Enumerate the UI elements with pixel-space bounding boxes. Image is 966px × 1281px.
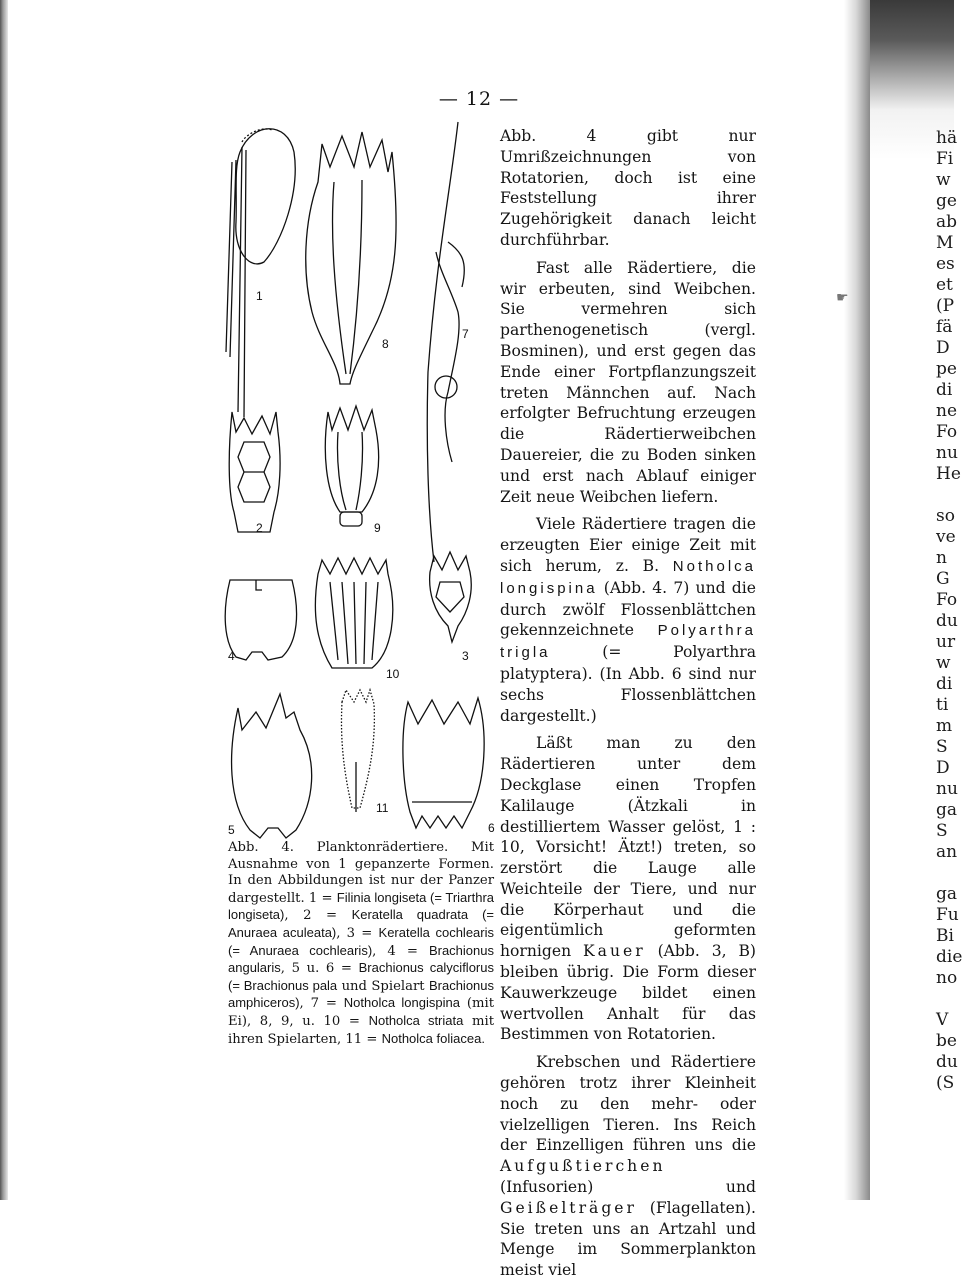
facing-page-fragment: n [936,548,947,568]
rotifer-3-cochlearis-drawing [430,552,472,642]
facing-page-fragment: Bi [936,926,954,946]
rotifer-figure [222,112,498,842]
figure-label-6: 6 [488,821,495,835]
facing-page-fragment: be [936,1031,957,1051]
caption-species-6: Brachionus amphiceros) [228,977,495,1011]
facing-page-fragment: ne [936,401,958,421]
caption-separator: , 7 = [299,996,344,1012]
figure-label-8: 8 [382,337,389,351]
facing-page-fragment: Fi [936,149,954,169]
paragraph-5-text: Krebschen und Rädertiere gehören trotz ihrer Kleinheit noch zu den mehr- oder vielzelligen Tieren. Ins Reich der Einzelligen führen uns die [500,1053,756,1155]
figure-label-1: 1 [256,289,263,303]
paragraph-5-text: (Infusorien) und [500,1178,756,1197]
caption-text: Mit Ausnahme von 1 gepanzerte Formen. In den Abbildungen ist nur der Panzer dargestellt. 1 = [228,840,494,906]
paragraph-3-text: (= Polyarthra platyptera). (In Abb. 6 sind nur sechs Flossenblättchen dargestellt.) [500,643,756,725]
caption-species-5: Brachionus calyciflorus (= Brachionus pala [228,960,494,993]
caption-separator: , 3 = [336,925,379,941]
facing-page [870,0,963,1200]
facing-page-fragment: Fu [936,905,959,925]
facing-page-fragment: di [936,674,953,694]
figure-label-4: 4 [228,649,235,663]
facing-page-fragment: nu [936,779,958,799]
facing-page-fragment: hä [936,128,958,148]
facing-page-fragment: (P [936,296,955,316]
paragraph-2: Fast alle Rädertiere, die wir erbeuten, sind Weibchen. Sie vermehren sich parthenogenetisch (vergl. Bosminen), und erst gegen das Ende einer Fortpflanzungszeit treten Männchen auf. Nach erfolgter Befruchtung erzeugen die Rädertierweibchen Dauereier, die zu Boden sinken und erst nach Ablauf einiger Zeit neue Weibchen liefern. [500,258,756,506]
paragraph-5 [500,1052,756,1281]
facing-page-fragment: so [936,506,955,526]
facing-page-fragment: S [936,821,948,841]
caption-species-9: Notholca foliacea. [381,1030,485,1046]
page-edge-shadow [844,0,870,1200]
facing-page-fragment: Fo [936,422,958,442]
body-text-column [500,126,756,1281]
facing-page-fragment: fä [936,317,953,337]
paragraph-3 [500,514,756,726]
rotifer-11-foliacea-drawing [341,690,374,812]
caption-species-1: Filinia longiseta (= Triarthra longiseta) [228,889,495,923]
facing-page-fragment: du [936,611,958,631]
rotifer-6-amphiceros-drawing [403,698,484,828]
facing-page-fragment: no [936,968,958,988]
paragraph-4 [500,733,756,1045]
species-name: Polyarthra trigla [500,622,756,662]
paragraph-4-text: (Abb. 3, B) bleiben übrig. Die Form dieser Kauwerkzeuge bildet einen wertvollen Anhalt für das Bestimmen von Rotatorien. [500,942,756,1044]
facing-page-fragment: es [936,254,955,274]
facing-page-fragment: M [936,233,954,253]
facing-page-fragment: ur [936,632,956,652]
caption-species-7: Notholca longispina [343,995,460,1011]
facing-page-fragment: D [936,758,950,778]
caption-species-8: Notholca striata [368,1012,464,1028]
facing-page-fragment: D [936,338,950,358]
paragraph-5-text: (Flagellaten). Sie treten uns an Artzahl und Menge im Sommerplankton meist viel [500,1198,756,1280]
page-number: — 12 — [438,88,520,110]
rotifer-7-longispina-drawing [427,122,464,562]
rotifer-2-keratella-drawing [229,412,280,532]
rotifer-10-notholca-drawing [315,558,392,668]
facing-page-fragment: du [936,1052,958,1072]
rotifer-1-filinia-drawing [226,129,295,417]
figure-label-5: 5 [228,823,235,837]
facing-page-fragment: w [936,653,951,673]
binding-shadow [0,0,8,1200]
caption-separator: und Spielart [337,978,429,994]
paragraph-4-text: Läßt man zu den Rädertieren unter dem Deckglase einen Tropfen Kalilauge (Ätzkali in destilliertem Wasser gelöst, 1 : 10, Vorsicht! Ätzt!) treten, so zerstört die Lauge alle Weichteile der Tiere, und nur die Körperhaut und die eigentümlich geformten hornigen [500,734,756,961]
ink-smudge: ☛ [836,290,849,306]
facing-page-fragment: ga [936,800,958,820]
facing-page-fragment: S [936,737,948,757]
caption-species-4: Brachionus angularis [228,942,494,976]
facing-page-fragment: ga [936,884,958,904]
facing-page-fragment: ge [936,191,957,211]
paragraph-1: Abb. 4 gibt nur Umrißzeichnungen von Rotatorien, doch ist eine Feststellung ihrer Zugehörigkeit danach leicht durchführbar. [500,127,756,249]
figure-label-7: 7 [462,327,469,341]
facing-page-fragment: die [936,947,963,967]
facing-page-fragment: G [936,569,950,589]
facing-page-fragment: (S [936,1073,955,1093]
caption-separator: mit ihren Spielarten, 11 = [228,1013,495,1047]
paragraph-3-text: (Abb. 4. 7) und die durch zwölf Flossenblättchen gekennzeichnete [500,578,756,640]
emphasized-term: Kauer [583,942,646,961]
figure-label-10: 10 [386,667,400,681]
caption-separator: (mit Ei), 8, 9, u. 10 = [228,996,494,1029]
facing-page-fragment: di [936,380,953,400]
facing-page-fragment: Fo [936,590,958,610]
species-name: Notholca longispina [500,557,756,597]
emphasized-term: Aufgußtierchen [500,1157,666,1176]
paragraph-3-text: Viele Rädertiere tragen die erzeugten Eier einige Zeit mit sich herum, z. B. [500,515,756,575]
caption-separator: , 5 u. 6 = [280,961,359,977]
caption-species-3: Keratella cochlearis (= Anuraea cochlearis) [228,924,494,958]
caption-separator: , 4 = [372,943,429,959]
figure-caption [228,840,494,1048]
caption-separator: , 2 = [284,908,352,924]
facing-page-fragment: et [936,275,953,295]
caption-species-2: Keratella quadrata (= Anuraea aculeata) [228,907,494,940]
facing-page-fragment: m [936,716,953,736]
facing-page-fragment: ti [936,695,949,715]
facing-page-fragment: ab [936,212,958,232]
facing-page-fragment: an [936,842,958,862]
facing-page-fragment: w [936,170,951,190]
facing-page-fragment: V [936,1010,949,1030]
rotifer-9-notholca-drawing [325,406,378,526]
facing-page-fragment: ve [936,527,956,547]
facing-page-fragment: pe [936,359,957,379]
figure-label-11: 11 [376,801,389,815]
emphasized-term: Geißelträger [500,1198,637,1217]
figure-label-3: 3 [462,649,469,663]
facing-page-fragment: He [936,464,961,484]
figure-label-9: 9 [374,521,381,535]
caption-title: Abb. 4. Planktonrädertiere. [228,840,449,855]
rotifer-4-brachionus-drawing [225,580,296,660]
rotifer-5-calyciflorus-drawing [232,694,312,838]
facing-page-fragment: nu [936,443,958,463]
rotifer-illustrations [222,112,498,842]
figure-label-2: 2 [256,521,263,535]
